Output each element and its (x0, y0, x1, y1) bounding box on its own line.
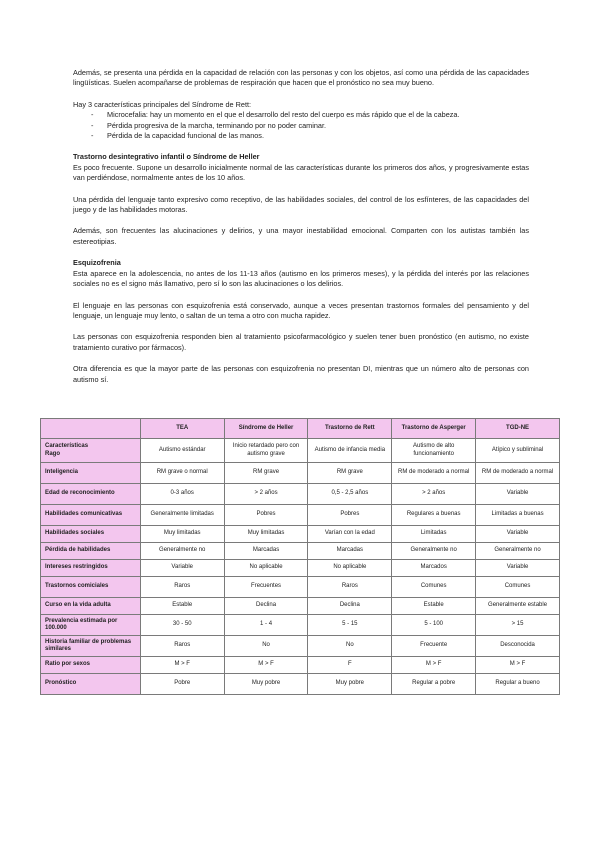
column-header: Trastorno de Rett (308, 419, 392, 439)
table-cell: Raros (140, 636, 224, 657)
table-cell: Variable (476, 560, 560, 577)
table-cell: Frecuentes (224, 577, 308, 598)
row-label: Pérdida de habilidades (41, 543, 141, 560)
heller-paragraph-1: Es poco frecuente. Supone un desarrollo inicialmente normal de las características durante los primeros dos años, y progresivamente estas van perdiéndose, normalmente antes de los 10 años. (73, 162, 529, 183)
table-row (41, 526, 560, 543)
table-cell: No (308, 636, 392, 657)
table-cell: > 15 (476, 615, 560, 636)
esquizofrenia-paragraph-3: Las personas con esquizofrenia responden bien al tratamiento psicofarmacológico y suelen tener buen pronóstico (en autismo, no existe tratamiento curativo por fármacos). (73, 332, 529, 352)
table-row (41, 598, 560, 615)
list-item: - Microcefalia: hay un momento en el que el desarrollo del resto del cuerpo es más rápido que el de la cabeza. (91, 110, 529, 120)
row-label: Prevalencia estimada por 100.000 (41, 615, 141, 636)
table-cell: Estable (392, 598, 476, 615)
table-cell: M > F (140, 657, 224, 674)
table-cell: Generalmente no (392, 543, 476, 560)
table-cell: 1 - 4 (224, 615, 308, 636)
table-cell: Limitadas a buenas (476, 505, 560, 526)
heller-heading: Trastorno desintegrativo infantil o Síndrome de Heller (73, 152, 260, 162)
table-cell: Declina (308, 598, 392, 615)
table-cell: Muy limitadas (224, 526, 308, 543)
table-cell: 5 - 100 (392, 615, 476, 636)
table-header-row (41, 419, 560, 439)
table-cell: Generalmente limitadas (140, 505, 224, 526)
table-cell: RM grave (308, 463, 392, 484)
heller-paragraph-2: Una pérdida del lenguaje tanto expresivo como receptivo, de las habilidades sociales, del control de los esfínteres, de las capacidades del juego y de las habilidades motoras. (73, 194, 529, 215)
table-cell: F (308, 657, 392, 674)
table-cell: 0,5 - 2,5 años (308, 484, 392, 505)
table-cell: RM grave (224, 463, 308, 484)
rett-characteristics-list (91, 110, 529, 141)
table-cell: Limitadas (392, 526, 476, 543)
table-cell: Muy limitadas (140, 526, 224, 543)
table-cell: Marcados (392, 560, 476, 577)
table-cell: > 2 años (392, 484, 476, 505)
table-cell: M > F (476, 657, 560, 674)
table-cell: Pobre (140, 674, 224, 695)
row-label: Ratio por sexos (41, 657, 141, 674)
table-cell: Raros (140, 577, 224, 598)
table-cell: Variable (476, 484, 560, 505)
table-cell: Varían con la edad (308, 526, 392, 543)
row-label: Historia familiar de problemas similares (41, 636, 141, 657)
table-cell: RM de moderado a normal (476, 463, 560, 484)
table-cell: Autismo de alto funcionamiento (392, 439, 476, 463)
table-cell: Estable (140, 598, 224, 615)
rett-characteristics-intro: Hay 3 características principales del Síndrome de Rett: (73, 99, 252, 109)
table-cell: > 2 años (224, 484, 308, 505)
table-cell: 5 - 15 (308, 615, 392, 636)
table-cell: Autismo de infancia media (308, 439, 392, 463)
table-cell: Generalmente no (140, 543, 224, 560)
table-cell: M > F (392, 657, 476, 674)
list-item: - Pérdida progresiva de la marcha, terminando por no poder caminar. (91, 121, 529, 131)
row-label: Habilidades comunicativas (41, 505, 141, 526)
table-cell: Muy pobre (308, 674, 392, 695)
table-cell: Desconocida (476, 636, 560, 657)
table-cell: Frecuente (392, 636, 476, 657)
row-label: Habilidades sociales (41, 526, 141, 543)
table-cell: Muy pobre (224, 674, 308, 695)
esquizofrenia-paragraph-2: El lenguaje en las personas con esquizofrenia está conservado, aunque a veces presentan trastornos formales del pensamiento y del lenguaje, un lenguaje muy lento, o saltan de un tema a otro con mucha rapidez. (73, 300, 529, 320)
table-cell: No (224, 636, 308, 657)
table-cell: 30 - 50 (140, 615, 224, 636)
table-cell: Comunes (476, 577, 560, 598)
row-label: Intereses restringidos (41, 560, 141, 577)
table-cell: Regulares a buenas (392, 505, 476, 526)
table-cell: Declina (224, 598, 308, 615)
table-cell: Pobres (224, 505, 308, 526)
list-item: - Pérdida de la capacidad funcional de las manos. (91, 131, 529, 141)
table-row (41, 636, 560, 657)
table-cell: RM de moderado a normal (392, 463, 476, 484)
table-row (41, 615, 560, 636)
document-body (73, 68, 529, 396)
table-row (41, 463, 560, 484)
row-label: Inteligencia (41, 463, 141, 484)
table-cell: Regular a pobre (392, 674, 476, 695)
intro-paragraph-1: Además, se presenta una pérdida en la capacidad de relación con las personas y con los objetos, así como una pérdida de las capacidades lingüísticas. Suelen acompañarse de problemas de respiración que hacen que el pronóstico no sea muy bueno. (73, 68, 529, 88)
row-label: Características Rago (41, 439, 141, 463)
table-row (41, 560, 560, 577)
table-row (41, 484, 560, 505)
table-body (41, 439, 560, 695)
table-cell: No aplicable (224, 560, 308, 577)
row-label: Curso en la vida adulta (41, 598, 141, 615)
column-header: Síndrome de Heller (224, 419, 308, 439)
table-cell: Marcadas (308, 543, 392, 560)
table-cell: M > F (224, 657, 308, 674)
column-header: Trastorno de Asperger (392, 419, 476, 439)
table-row (41, 577, 560, 598)
table-cell: Inicio retardado pero con autismo grave (224, 439, 308, 463)
table-cell: Atípico y subliminal (476, 439, 560, 463)
table-cell: Generalmente no (476, 543, 560, 560)
column-header: TEA (140, 419, 224, 439)
esquizofrenia-heading: Esquizofrenia (73, 258, 121, 268)
table-corner-cell (41, 419, 141, 439)
table-cell: Pobres (308, 505, 392, 526)
table-row (41, 674, 560, 695)
row-label: Trastornos comiciales (41, 577, 141, 598)
column-header: TGD-NE (476, 419, 560, 439)
table-row (41, 543, 560, 560)
table-cell: RM grave o normal (140, 463, 224, 484)
table-cell: Variable (476, 526, 560, 543)
row-label: Pronóstico (41, 674, 141, 695)
table-row (41, 657, 560, 674)
table-cell: 0-3 años (140, 484, 224, 505)
table-cell: Raros (308, 577, 392, 598)
esquizofrenia-paragraph-4: Otra diferencia es que la mayor parte de las personas con esquizofrenia no presentan DI, mientras que un número alto de personas con autismo sí. (73, 364, 529, 384)
table-cell: Regular a bueno (476, 674, 560, 695)
row-label: Edad de reconocimiento (41, 484, 141, 505)
table-row (41, 505, 560, 526)
table-cell: Autismo estándar (140, 439, 224, 463)
table-cell: Variable (140, 560, 224, 577)
table-cell: Generalmente estable (476, 598, 560, 615)
heller-paragraph-3: Además, son frecuentes las alucinaciones y delirios, y una mayor inestabilidad emocional. Comparten con los autistas también las estereotipias. (73, 226, 529, 246)
table-cell: Comunes (392, 577, 476, 598)
esquizofrenia-paragraph-1: Esta aparece en la adolescencia, no antes de los 11-13 años (autismo en los primeros meses), y la pérdida del interés por las relaciones sociales no es el signo más llamativo, pero sí lo son las alucinaciones o los delirios. (73, 268, 529, 289)
table-row (41, 439, 560, 463)
comparison-table (40, 418, 560, 695)
table-cell: No aplicable (308, 560, 392, 577)
table-cell: Marcadas (224, 543, 308, 560)
